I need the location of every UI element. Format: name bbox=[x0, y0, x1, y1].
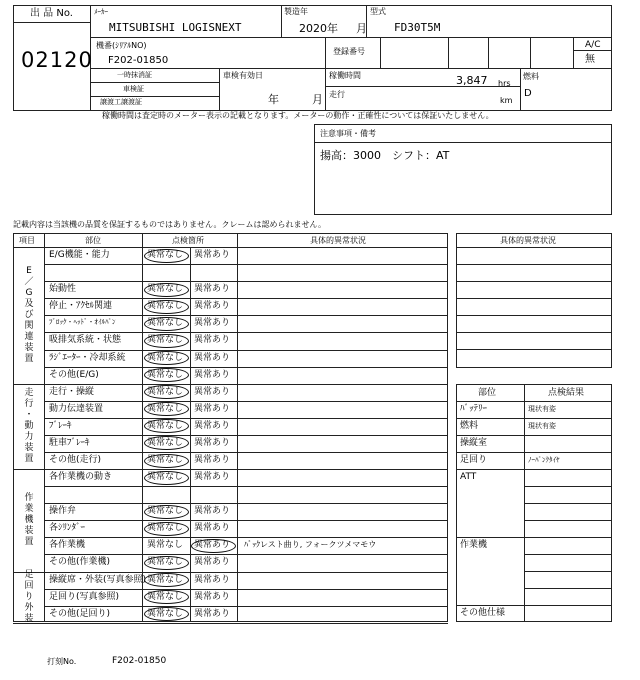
result-header-part: 部位 bbox=[478, 388, 497, 398]
row-part-label: 動力伝達装置 bbox=[49, 403, 104, 414]
group-label-char: 及 bbox=[24, 298, 34, 309]
normal-option: 異常なし bbox=[147, 591, 184, 602]
selection-circle bbox=[144, 573, 189, 587]
selection-circle bbox=[144, 300, 189, 314]
normal-option: 異常なし bbox=[147, 335, 184, 346]
row-part-label: 操縦席・外装(写真参照) bbox=[49, 574, 147, 585]
result-header-result: 点検結果 bbox=[548, 388, 585, 398]
abnormal-option: 異常あり bbox=[194, 523, 231, 534]
hours-label: 稼働時間 bbox=[329, 71, 361, 80]
group-label-char: 関 bbox=[24, 320, 34, 331]
model-label: 型式 bbox=[370, 7, 386, 16]
group-label bbox=[23, 493, 35, 548]
ac-value: 無 bbox=[585, 54, 595, 65]
normal-option: 異常なし bbox=[147, 386, 184, 397]
abnormal-option: 異常あり bbox=[194, 335, 231, 346]
normal-option: 異常なし bbox=[147, 318, 184, 329]
detail-box-title: 具体的異常状況 bbox=[500, 236, 556, 245]
selection-circle bbox=[144, 385, 189, 399]
group-label-char: 置 bbox=[24, 353, 34, 364]
abnormal-option: 異常あり bbox=[194, 455, 231, 465]
row-part-label: 操作弁 bbox=[49, 506, 77, 517]
row-detail: ﾊﾞｯｸレスト曲り, フォークツメマモウ bbox=[244, 540, 377, 550]
selection-circle bbox=[144, 522, 189, 536]
row-part-label: 足回り(写真参照) bbox=[49, 591, 120, 602]
group-label-char: 回 bbox=[24, 580, 34, 591]
row-part-label: 各ｼﾘﾝﾀﾞｰ bbox=[49, 523, 86, 534]
row-part-label: ﾌﾞﾚｰｷ bbox=[49, 420, 72, 431]
group-label-char: 連 bbox=[24, 331, 34, 342]
inspection-label: 車検有効日 bbox=[223, 71, 263, 80]
abnormal-option: 異常あり bbox=[194, 284, 231, 295]
result-part-label: 作業機 bbox=[460, 540, 488, 550]
row-part-label: ﾌﾞﾛｯｸ・ﾍｯﾄﾞ・ｵｲﾙﾊﾟﾝ bbox=[49, 318, 116, 327]
group-label-char: 装 bbox=[24, 613, 34, 624]
row-part-label: 各作業機の動き bbox=[49, 472, 113, 482]
year-value: 2020 bbox=[299, 22, 327, 35]
result-part-label: 足回り bbox=[460, 455, 488, 465]
selection-circle bbox=[144, 505, 189, 519]
group-label-char: 装 bbox=[24, 442, 34, 453]
result-part-label: ﾊﾞｯﾃﾘｰ bbox=[460, 404, 488, 414]
row-part-label: 停止・ｱｸｾﾙ関連 bbox=[49, 301, 113, 312]
abnormal-option: 異常あり bbox=[194, 420, 231, 431]
abnormal-option: 異常あり bbox=[194, 318, 231, 329]
result-part-label: 燃料 bbox=[460, 421, 479, 431]
abnormal-option: 異常あり bbox=[194, 472, 231, 482]
normal-option: 異常なし bbox=[147, 403, 184, 414]
abnormal-option: 異常あり bbox=[194, 608, 231, 619]
row-part-label: ﾗｼﾞｴｰﾀｰ・冷却系統 bbox=[49, 352, 126, 363]
abnormal-option: 異常あり bbox=[194, 437, 231, 448]
row-part-label: その他(作業機) bbox=[49, 557, 111, 568]
col-header-detail: 具体的異常状況 bbox=[310, 236, 366, 245]
group-label-char: 足 bbox=[24, 569, 34, 580]
normal-option: 異常なし bbox=[147, 455, 184, 465]
normal-option: 異常なし bbox=[147, 557, 184, 568]
abnormal-option: 異常あり bbox=[194, 591, 231, 602]
group-label-char: り bbox=[24, 591, 34, 602]
selection-circle bbox=[144, 249, 189, 263]
group-label-char: 動 bbox=[24, 420, 34, 431]
group-label-char: び bbox=[24, 309, 34, 320]
group-label bbox=[23, 388, 35, 465]
abnormal-option: 異常あり bbox=[194, 352, 231, 363]
normal-option: 異常なし bbox=[147, 506, 184, 517]
detail-box bbox=[456, 233, 612, 368]
stamp-label: 打刻No. bbox=[47, 657, 77, 666]
abnormal-option: 異常あり bbox=[194, 506, 231, 517]
quality-disclaimer: 記載内容は当該機の品質を保証するものではありません。クレームは認められません。 bbox=[13, 220, 326, 229]
result-part-label: ATT bbox=[460, 472, 477, 482]
normal-option: 異常なし bbox=[147, 420, 184, 431]
group-label-char: 業 bbox=[24, 503, 34, 514]
normal-option: 異常なし bbox=[147, 574, 184, 585]
group-label-char: ／ bbox=[24, 276, 34, 287]
reg-label: 登録番号 bbox=[333, 47, 365, 56]
maker-value: MITSUBISHI LOGISNEXT bbox=[109, 21, 242, 34]
selection-circle bbox=[144, 283, 189, 297]
row-part-label: 駐車ﾌﾞﾚｰｷ bbox=[49, 437, 90, 448]
group-label-char: 機 bbox=[24, 514, 34, 525]
normal-option: 異常なし bbox=[147, 284, 184, 295]
group-label-char: 装 bbox=[24, 342, 34, 353]
row-part-label: 走行・操縦 bbox=[49, 386, 95, 397]
abnormal-option: 異常あり bbox=[194, 574, 231, 585]
col-header-item: 項目 bbox=[19, 236, 35, 245]
year-label: 製造年 bbox=[284, 7, 308, 16]
normal-option: 異常なし bbox=[147, 523, 184, 534]
row-part-label: E/G機能・能力 bbox=[49, 250, 110, 260]
group-label-char: 外 bbox=[24, 602, 34, 613]
row-part-label: 吸排気系統・状態 bbox=[49, 335, 122, 346]
lot-number: 02120 bbox=[21, 48, 93, 72]
group-label-char: 力 bbox=[24, 431, 34, 442]
mileage-label: 走行 bbox=[329, 90, 345, 99]
notes-text: 揚高：3000 シフト：AT bbox=[320, 149, 450, 162]
abnormal-option: 異常あり bbox=[194, 250, 231, 260]
group-label-char: 作 bbox=[24, 492, 34, 503]
abnormal-option: 異常あり bbox=[194, 557, 231, 568]
row-part-label: 各作業機 bbox=[49, 540, 86, 551]
stamp-value: F202-01850 bbox=[112, 656, 167, 666]
group-label bbox=[23, 266, 35, 365]
group-label-char: E bbox=[26, 265, 32, 276]
normal-option: 異常なし bbox=[147, 437, 184, 448]
group-label-char: 行 bbox=[24, 398, 34, 409]
serial-label: 機番(ｼﾘｱﾙNO) bbox=[96, 41, 147, 50]
model-value: FD30T5M bbox=[394, 21, 441, 34]
group-label-char: 置 bbox=[24, 453, 34, 464]
normal-option: 異常なし bbox=[147, 352, 184, 363]
group-label-char: 置 bbox=[24, 536, 34, 547]
normal-option: 異常なし bbox=[147, 472, 184, 482]
normal-option: 異常なし bbox=[147, 540, 184, 551]
normal-option: 異常なし bbox=[147, 301, 184, 312]
normal-option: 異常なし bbox=[147, 250, 184, 260]
col-header-check: 点検箇所 bbox=[172, 236, 204, 245]
lot-label: 出 品 No. bbox=[30, 8, 73, 19]
row-part-label: その他(E/G) bbox=[49, 369, 99, 380]
result-part-label: 操縦室 bbox=[460, 438, 488, 448]
selection-circle bbox=[144, 454, 189, 468]
group-label-char: G bbox=[25, 287, 33, 298]
row-part-label: 始動性 bbox=[49, 284, 77, 295]
ac-label: A/C bbox=[585, 40, 601, 50]
result-value: ﾉｰﾊﾟﾝｸﾀｲﾔ bbox=[528, 456, 560, 464]
abnormal-option: 異常あり bbox=[194, 403, 231, 414]
row-part-label: その他(足回り) bbox=[49, 608, 111, 619]
abnormal-option: 異常あり bbox=[194, 369, 231, 380]
selection-circle bbox=[144, 590, 189, 604]
hours-disclaimer: 稼働時間は査定時のメーター表示の記載となります。メーターの動作・正確性については保証いたしません。 bbox=[102, 111, 494, 120]
fuel-value: D bbox=[524, 88, 532, 99]
group-label bbox=[23, 570, 35, 625]
normal-option: 異常なし bbox=[147, 608, 184, 619]
selection-circle bbox=[144, 368, 189, 382]
hours-value: 3,847 bbox=[456, 74, 488, 87]
selection-circle bbox=[144, 317, 189, 331]
selection-circle bbox=[191, 539, 236, 553]
maker-label: ﾒｰｶｰ bbox=[94, 8, 108, 16]
group-label-char: 走 bbox=[24, 387, 34, 398]
group-label-char: 装 bbox=[24, 525, 34, 536]
col-header-part: 部位 bbox=[85, 236, 101, 245]
result-value: 現状有姿 bbox=[528, 422, 556, 430]
abnormal-option: 異常あり bbox=[194, 386, 231, 397]
selection-circle bbox=[144, 334, 189, 348]
serial-value: F202-01850 bbox=[108, 55, 169, 66]
normal-option: 異常なし bbox=[147, 369, 184, 380]
abnormal-option: 異常あり bbox=[194, 301, 231, 312]
result-part-label: その他仕様 bbox=[460, 608, 506, 618]
notes-title: 注意事項・備考 bbox=[320, 129, 376, 138]
selection-circle bbox=[144, 351, 189, 365]
group-label-char: ・ bbox=[24, 409, 34, 420]
fuel-label: 燃料 bbox=[523, 72, 539, 81]
selection-circle bbox=[144, 556, 189, 570]
row-part-label: その他(走行) bbox=[49, 455, 102, 465]
abnormal-option: 異常あり bbox=[194, 540, 231, 551]
result-value: 現状有姿 bbox=[528, 405, 556, 413]
selection-circle bbox=[144, 471, 189, 485]
